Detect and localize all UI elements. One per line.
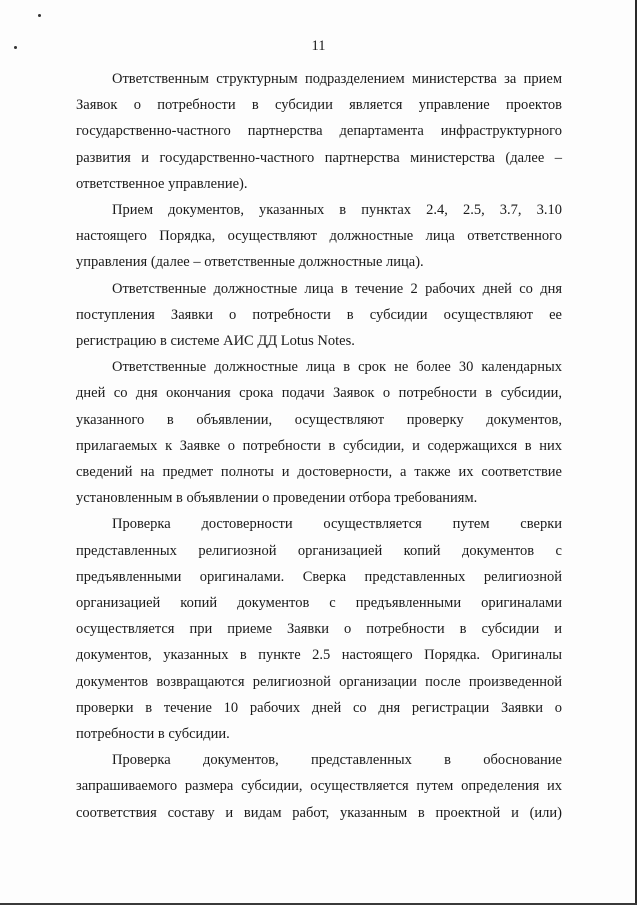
- text-line: документов, указанных в пункте 2.5 настоящего Порядка. Оригиналы: [76, 647, 562, 664]
- text-line: документов возвращаются религиозной организации после произведенной: [76, 673, 562, 690]
- paragraph: [76, 747, 562, 826]
- text-line: Проверка документов, представленных в обоснование: [112, 752, 562, 769]
- text-line: Ответственные должностные лица в срок не более 30 календарных: [112, 359, 562, 376]
- text-line: предъявленными оригиналами. Сверка представленных религиозной: [76, 568, 562, 585]
- text-line: организацией копий документов с предъявленными оригиналами: [76, 595, 562, 612]
- text-line: установленным в объявлении о проведении отбора требованиям.: [76, 490, 478, 507]
- text-line: развития и государственно-частного партнерства министерства (далее –: [76, 149, 562, 166]
- document-body: [76, 66, 562, 826]
- text-line: указанного в объявлении, осуществляют проверку документов,: [76, 411, 562, 428]
- text-line: ответственное управление).: [76, 175, 248, 192]
- scan-speck: [38, 14, 41, 17]
- text-line: проверки в течение 10 рабочих дней со дня регистрации Заявки о: [76, 699, 562, 716]
- text-line: прилагаемых к Заявке о потребности в субсидии, и содержащихся в них: [76, 437, 562, 454]
- page-number: 11: [311, 38, 326, 54]
- text-line: соответствия составу и видам работ, указанным в проектной и (или): [76, 804, 562, 821]
- text-line: регистрацию в системе АИС ДД Lotus Notes.: [76, 333, 355, 350]
- text-line: поступления Заявки о потребности в субсидии осуществляют ее: [76, 306, 562, 323]
- paragraph: [76, 276, 562, 355]
- text-line: дней со дня окончания срока подачи Заявок о потребности в субсидии,: [76, 385, 562, 402]
- paragraph: [76, 511, 562, 747]
- paragraph: [76, 66, 562, 197]
- text-line: настоящего Порядка, осуществляют должностные лица ответственного: [76, 228, 562, 245]
- text-line: Проверка достоверности осуществляется путем сверки: [112, 516, 562, 533]
- text-line: сведений на предмет полноты и достоверности, а также их соответствие: [76, 464, 562, 481]
- text-line: Заявок о потребности в субсидии является управление проектов: [76, 97, 562, 114]
- text-line: Ответственным структурным подразделением министерства за прием: [112, 71, 562, 87]
- text-line: осуществляется при приеме Заявки о потребности в субсидии и: [76, 621, 562, 638]
- paragraph: [76, 197, 562, 276]
- paragraph: [76, 354, 562, 511]
- text-line: Прием документов, указанных в пунктах 2.4, 2.5, 3.7, 3.10: [112, 202, 562, 219]
- text-line: управления (далее – ответственные должностные лица).: [76, 254, 424, 271]
- text-line: представленных религиозной организацией копий документов с: [76, 542, 562, 559]
- text-line: государственно-частного партнерства департамента инфраструктурного: [76, 123, 562, 140]
- text-line: запрашиваемого размера субсидии, осуществляется путем определения их: [76, 778, 562, 795]
- text-line: потребности в субсидии.: [76, 726, 230, 743]
- text-line: Ответственные должностные лица в течение 2 рабочих дней со дня: [112, 280, 562, 297]
